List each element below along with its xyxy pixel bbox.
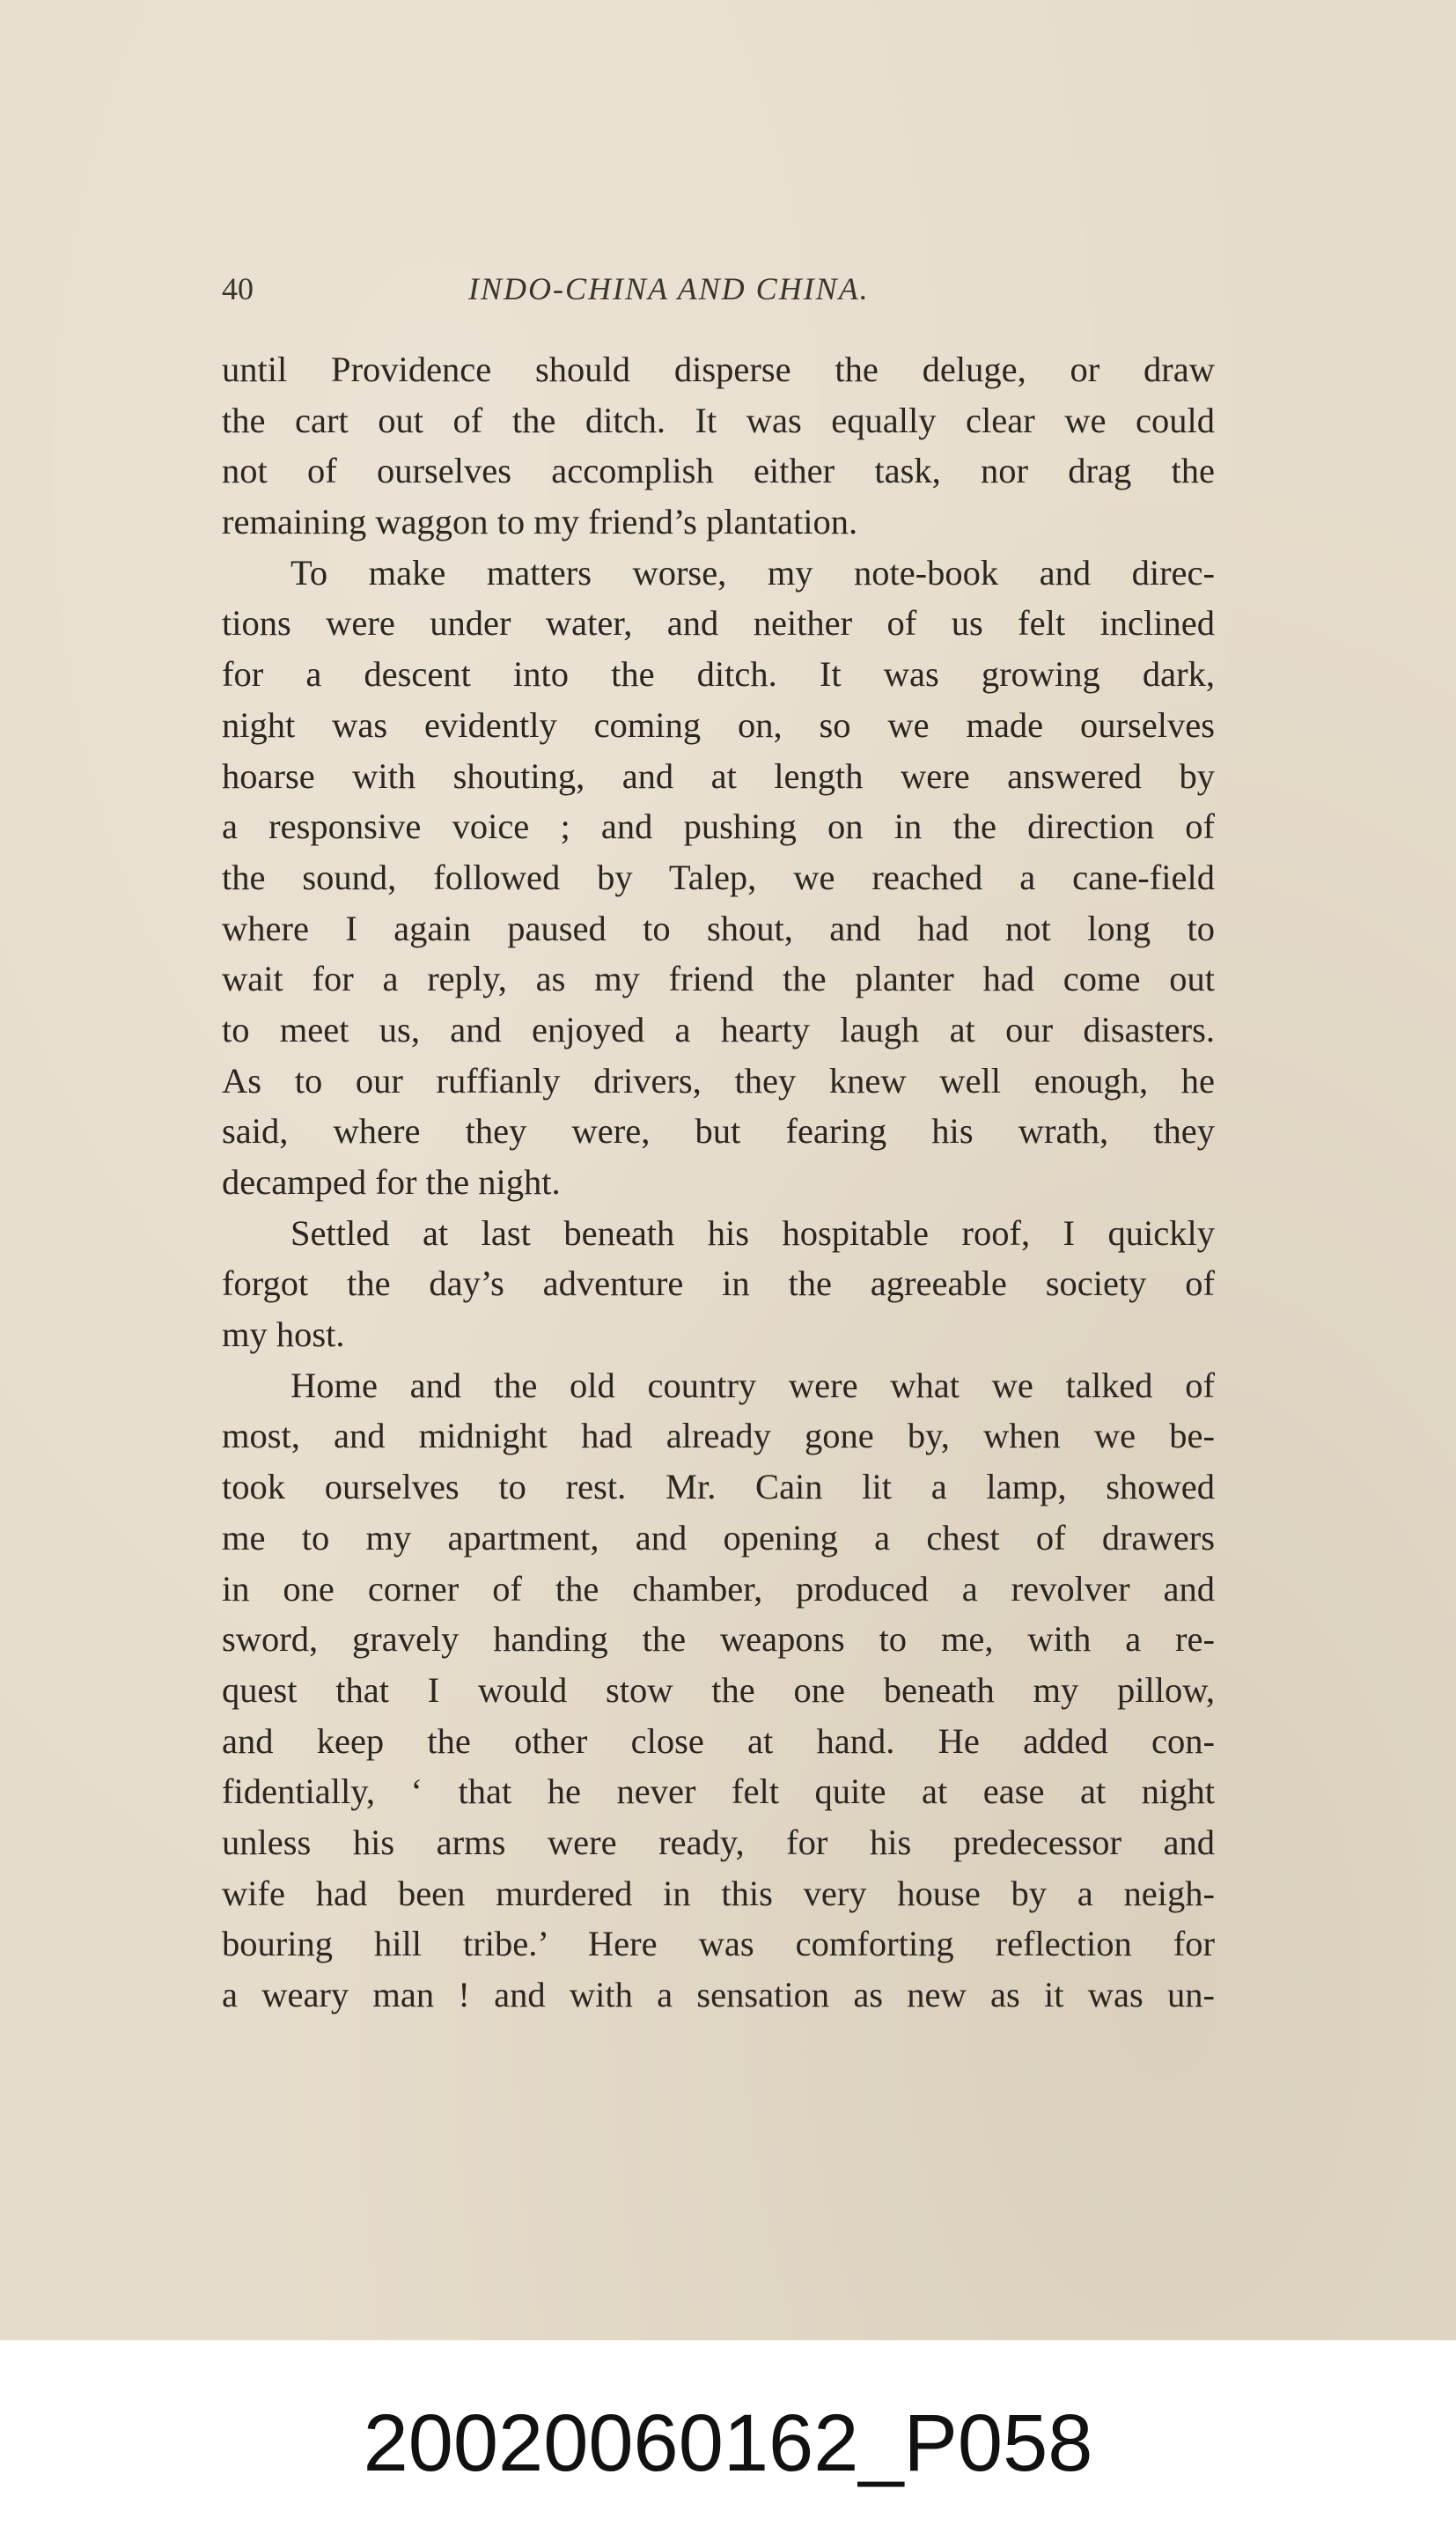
text-line: Home and the old country were what we talked of [290,1365,1215,1405]
text-line: the cart out of the ditch. It was equally clear we could [222,400,1215,440]
text-line: said, where they were, but fearing his wrath, they [222,1111,1215,1152]
text-line: to meet us, and enjoyed a hearty laugh at our disasters. [222,1009,1215,1049]
text-line: most, and midnight had already gone by, when we be- [222,1416,1215,1456]
text-line: quest that I would stow the one beneath my pillow, [222,1669,1215,1710]
running-head [222,267,1215,311]
text-line: a responsive voice ; and pushing on in the direction of [222,806,1215,847]
text-line: wait for a reply, as my friend the planter had come out [222,959,1215,999]
text-line: where I again paused to shout, and had not long to [222,908,1215,948]
text-line: remaining waggon to my friend’s plantation. [222,502,858,542]
body-text [222,344,1215,2021]
text-line: in one corner of the chamber, produced a revolver and [222,1568,1215,1609]
text-line: unless his arms were ready, for his predecessor and [222,1822,1215,1862]
text-line: until Providence should disperse the deluge, or draw [222,350,1215,389]
text-line: As to our ruffianly drivers, they knew well enough, he [222,1060,1215,1101]
text-line: not of ourselves accomplish either task, nor drag the [222,451,1215,491]
running-title: INDO-CHINA AND CHINA. [468,271,870,306]
text-line: Settled at last beneath his hospitable roof, I quickly [290,1212,1215,1253]
text-line: To make matters worse, my note-book and direc- [290,552,1215,593]
text-line: hoarse with shouting, and at length were answered by [222,755,1215,796]
text-line: sword, gravely handing the weapons to me, with a re- [222,1619,1215,1660]
text-line: decamped for the night. [222,1162,561,1202]
text-line: bouring hill tribe.’ Here was comforting reflection for [222,1924,1215,1964]
text-line: me to my apartment, and opening a chest of drawers [222,1517,1215,1558]
text-line: for a descent into the ditch. It was growing dark, [222,654,1215,695]
text-line: night was evidently coming on, so we made ourselves [222,704,1215,745]
text-line: tions were under water, and neither of us felt inclined [222,603,1215,644]
text-line: fidentially, ‘ that he never felt quite at ease at night [222,1771,1215,1812]
text-line: the sound, followed by Talep, we reached a cane-field [222,857,1215,897]
text-line: a weary man ! and with a sensation as new as it was un- [222,1975,1215,2014]
text-line: wife had been murdered in this very house by a neigh- [222,1873,1215,1913]
text-line: and keep the other close at hand. He added con- [222,1720,1215,1761]
text-line: forgot the day’s adventure in the agreeable society of [222,1263,1215,1304]
page-number: 40 [222,271,254,306]
text-line: took ourselves to rest. Mr. Cain lit a lamp, showed [222,1467,1215,1507]
image-id-caption: 20020060162_P058 [363,2398,1093,2488]
text-line: my host. [222,1315,345,1355]
